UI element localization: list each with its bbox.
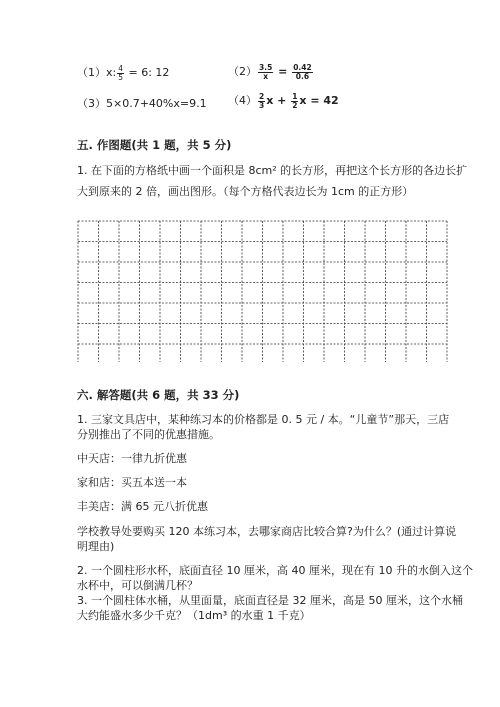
equation-text: = 6: 12	[125, 66, 170, 79]
section-5-question-line-1: 1. 在下面的方格纸中画一个面积是 8cm² 的长方形，再把这个长方形的各边长扩	[77, 164, 468, 177]
q3-line-1: 3. 一个圆柱体水桶，从里面量，底面直径是 32 厘米，高是 50 厘米，这个水桶	[77, 594, 463, 607]
equation-text: =	[274, 65, 292, 78]
q1-ask-line-2: 明理由)	[77, 540, 115, 553]
fraction: $\frac{3.5}{x}$	[259, 62, 273, 81]
section-5-question-line-2: 大到原来的 2 倍，画出图形。（每个方格代表边长为 1cm 的正方形）	[77, 185, 414, 198]
fraction: $\frac{0.42}{0.6}$	[293, 62, 312, 81]
equation-label: （3）	[77, 97, 106, 110]
q1-line-2: 分别推出了不同的优惠措施。	[77, 428, 220, 441]
equation-text: x = 42	[299, 94, 339, 107]
q1-ask-line-1: 学校教导处要购买 120 本练习本，去哪家商店比较合算?为什么？(通过计算说	[77, 525, 457, 538]
equation-text: x +	[266, 94, 291, 107]
q3-line-2: 大约能盛水多少千克？（1dm³ 的水重 1 千克）	[77, 609, 311, 622]
store-3: 丰美店：满 65 元八折优惠	[77, 500, 208, 513]
fraction: $\frac{4}{5}$	[118, 63, 123, 82]
q2-line-2: 水杯中，可以倒满几杯？	[77, 579, 198, 592]
equation-label: （2）	[228, 65, 257, 78]
section-5-title: 五. 作图题(共 1 题，共 5 分)	[77, 138, 232, 152]
square-grid	[77, 220, 453, 362]
fraction: $\frac{1}{2}$	[292, 91, 298, 110]
equation-4	[228, 92, 339, 110]
store-1: 中天店：一律九折优惠	[77, 452, 187, 465]
fraction: $\frac{2}{3}$	[259, 91, 265, 110]
equation-label: （4）	[228, 94, 257, 107]
equation-text: x:	[106, 66, 117, 79]
equation-3	[77, 95, 207, 111]
store-2: 家和店：买五本送一本	[77, 476, 187, 489]
equation-label: （1）	[77, 66, 106, 79]
equation-2	[228, 63, 314, 81]
equation-text: 5×0.7+40%x=9.1	[106, 97, 207, 110]
section-6-title: 六. 解答题(共 6 题，共 33 分)	[77, 388, 240, 402]
q2-line-1: 2. 一个圆柱形水杯，底面直径 10 厘米，高 40 厘米，现在有 10 升的水倒入这个	[77, 564, 473, 577]
equation-1	[77, 64, 169, 82]
q1-line-1: 1. 三家文具店中，某种练习本的价格都是 0. 5 元 / 本。“儿童节”那天，三店	[77, 413, 450, 426]
